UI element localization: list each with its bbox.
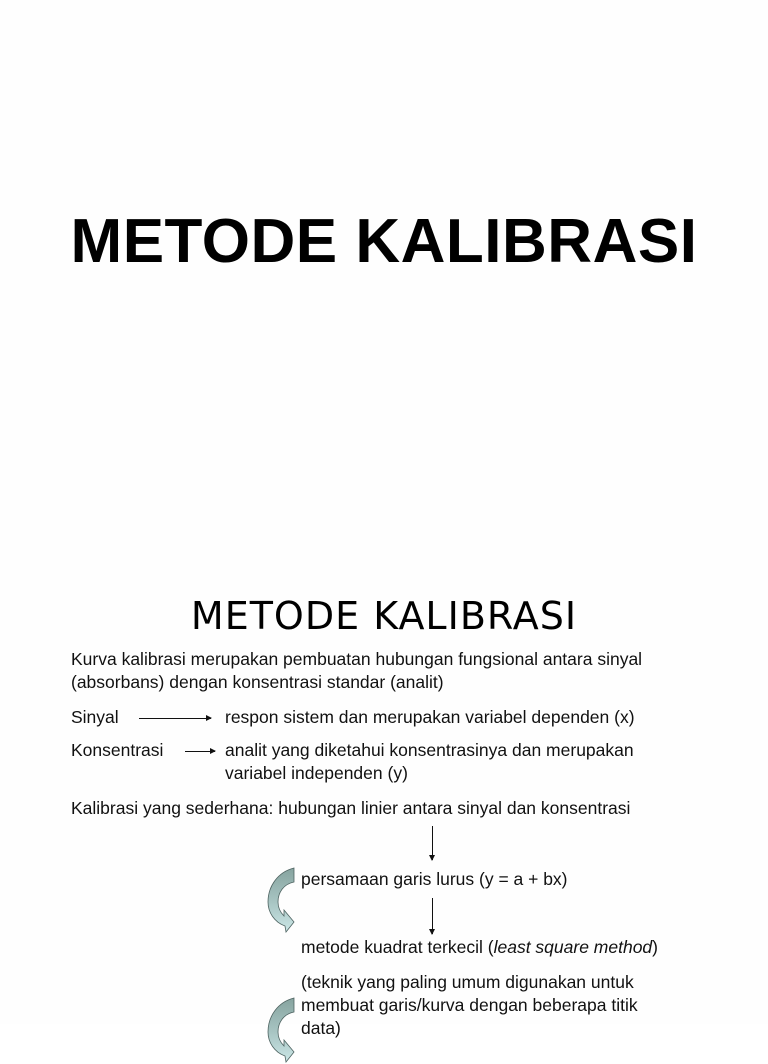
term-konsentrasi: Konsentrasi: [71, 740, 164, 760]
slide-title: METODE KALIBRASI: [70, 207, 698, 276]
flow-note-line-3: data): [301, 1018, 341, 1038]
flow-note-line-2: membuat garis/kurva dengan beberapa titik: [301, 995, 638, 1015]
intro-line-2: (absorbans) dengan konsentrasi standar (analit): [71, 672, 444, 692]
flow-step-least-square: [301, 936, 658, 959]
definition-konsentrasi-line-1: analit yang diketahui konsentrasinya dan merupakan: [225, 740, 634, 760]
curved-arrow-icon: [264, 862, 300, 934]
arrow-right-icon: [139, 718, 211, 719]
arrow-right-icon: [185, 751, 215, 752]
curved-arrow-icon: [264, 992, 300, 1064]
definition-sinyal: respon sistem dan merupakan variabel dependen (x): [225, 707, 635, 727]
simple-calibration-text: Kalibrasi yang sederhana: hubungan linier antara sinyal dan konsentrasi: [71, 798, 631, 818]
least-square-italic: least square method: [493, 937, 653, 957]
arrow-down-icon: [432, 826, 433, 860]
flow-note-line-1: (teknik yang paling umum digunakan untuk: [301, 972, 634, 992]
content-slide: [0, 560, 768, 1038]
definition-konsentrasi-line-2: variabel independen (y): [225, 763, 408, 783]
term-sinyal: Sinyal: [71, 707, 119, 727]
intro-line-1: Kurva kalibrasi merupakan pembuatan hubungan fungsional antara sinyal: [71, 649, 643, 669]
flow-step-linear-equation: persamaan garis lurus (y = a + bx): [301, 869, 568, 889]
arrow-down-icon: [432, 898, 433, 934]
least-square-suffix: ): [652, 937, 658, 957]
least-square-prefix: metode kuadrat terkecil (: [301, 937, 494, 957]
slide-heading: METODE KALIBRASI: [190, 594, 578, 638]
